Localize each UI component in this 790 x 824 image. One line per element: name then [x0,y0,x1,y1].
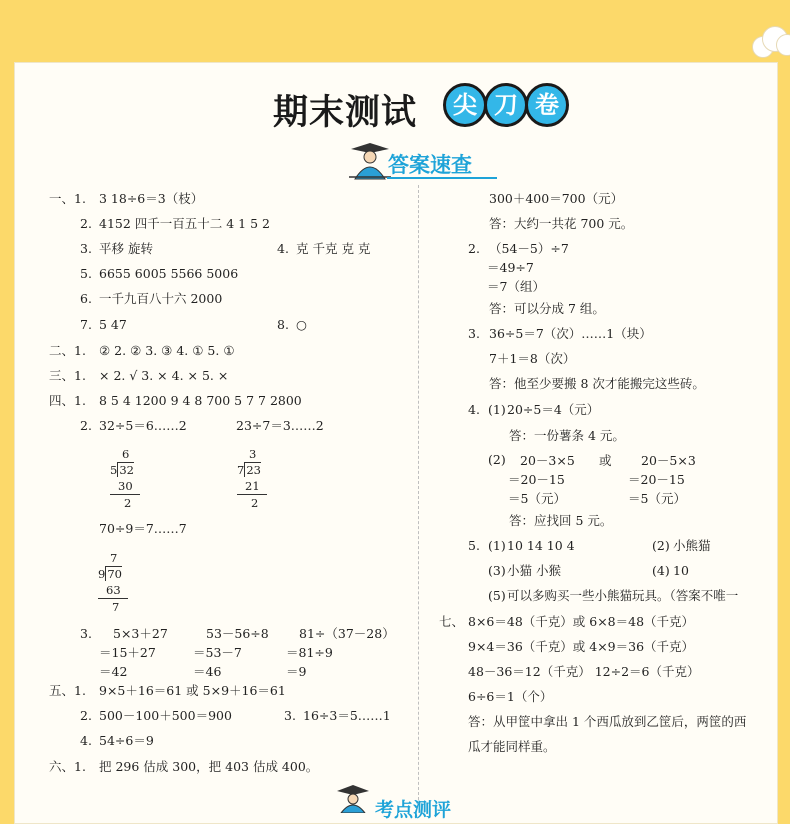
answer-line: 8. [277,317,289,332]
answer-line: 7＋1＝8（次） [489,351,576,366]
answer-line: 2. [80,708,92,723]
answer-line: ＝7（组） [487,279,545,294]
section-underline [387,177,497,179]
answer-line: 81÷（37－28） [299,626,395,641]
answer-line: ○ [296,317,307,332]
answer-line: 6655 6005 5566 5006 [99,266,239,281]
answer-line: 小猫 小猴 [507,563,561,578]
answer-line: 10 [673,563,689,578]
answer-line: 8×6＝48（千克）或 6×8＝48（千克） [468,614,695,629]
answer-sheet [14,62,778,824]
answer-line: 4. [277,241,289,256]
answer-line: 七、 [439,614,465,629]
answer-line: (2) [652,538,670,553]
divisor: 5 [110,463,118,477]
answer-line: 9×5＋16＝61 或 5×9＋16＝61 [99,683,286,698]
badge-char-2: 刀 [484,83,528,127]
answer-line: （54－5）÷7 [489,241,569,256]
answer-line: 70÷9＝7……7 [99,521,187,536]
answer-line: ＝5（元） [508,491,566,506]
answer-line: 8 5 4 1200 9 4 8 700 5 7 7 2800 [99,393,302,408]
answer-line: (3) [488,563,506,578]
page-title: 期末测试 [273,93,418,133]
answer-line: 答：他至少要搬 8 次才能搬完这些砖。 [489,376,705,391]
answer-line: 3. [468,326,480,341]
answer-line: 54÷6＝9 [99,733,154,748]
dividend: 23 [246,463,261,477]
answer-line: (4) [652,563,670,578]
answer-line: 23÷7＝3……2 [236,418,324,433]
answer-line: 36÷5＝7（次）……1（块） [489,326,652,341]
answer-line: 32÷5＝6……2 [99,418,187,433]
answer-line: ＝46 [193,664,222,679]
answer-line: 300＋400＝700（元） [489,191,624,206]
long-division-3 [98,550,138,615]
answer-line: ＝42 [99,664,128,679]
dividend: 70 [107,567,122,581]
answer-line: 7. [80,317,92,332]
quotient: 7 [110,551,118,565]
column-divider [418,185,419,805]
quotient: 3 [249,447,257,461]
answer-line: (1) [488,538,506,553]
answer-line: 平移 旋转 [99,241,153,256]
cloud-decoration [748,24,790,58]
answer-line: (1) [488,402,506,417]
divisor: 7 [237,463,245,477]
bottom-section-title: 考点测评 [375,799,452,821]
answer-line: 9×4＝36（千克）或 4×9＝36（千克） [468,639,695,654]
answer-line: 16÷3＝5……1 [303,708,391,723]
answer-line: 6÷6＝1（个） [468,689,553,704]
answer-line: 小熊猫 [673,538,711,553]
answer-line: ＝49÷7 [487,260,534,275]
answer-line: 4. [468,402,480,417]
answer-line: ＝53－7 [193,645,242,660]
answer-line: 六、1. [49,759,86,774]
dividend: 32 [119,463,134,477]
remainder: 7 [112,600,120,614]
answer-line: 3. [284,708,296,723]
answer-line: 5 47 [99,317,127,332]
answer-line: 20÷5＝4（元） [507,402,600,417]
answer-line: 3 18÷6＝3（枝） [99,191,204,206]
answer-line: 2. [468,241,480,256]
answer-line: 3. [80,241,92,256]
answer-line: ＝20－15 [508,472,565,487]
answer-line: 可以多购买一些小熊猫玩具。（答案不唯一 [507,588,739,603]
answer-line: 4. [80,733,92,748]
remainder: 2 [124,496,132,510]
product: 63 [98,582,128,599]
answer-line: × 2. √ 3. × 4. × 5. × [99,368,229,383]
answer-line: 5. [80,266,92,281]
answer-line: (5) [488,588,506,603]
answer-line: 20－5×3 [641,453,696,468]
answer-line: ＝15＋27 [99,645,156,660]
answer-line: 一、1. [49,191,86,206]
answer-line: 二、1. [49,343,86,358]
answer-line: ＝20－15 [628,472,685,487]
answer-line: 答：可以分成 7 组。 [489,301,605,316]
answer-line: 答：一份薯条 4 元。 [509,428,625,443]
answer-line: 10 14 10 4 [507,538,575,553]
answer-line: 一千九百八十六 2000 [99,291,223,306]
division-row [110,462,150,478]
answer-line: 2. [80,216,92,231]
answer-line: 48－36＝12（千克） 12÷2＝6（千克） [468,664,700,679]
long-division-2 [237,446,277,511]
answer-line: 答：应找回 5 元。 [509,513,613,528]
answer-line: 或 [599,453,612,468]
answer-line: ＝81÷9 [286,645,333,660]
answer-line: 把 296 估成 300，把 403 估成 400。 [99,759,319,774]
answer-line: 4152 四千一百五十二 4 1 5 2 [99,216,270,231]
answer-line: 四、1. [49,393,86,408]
answer-line: 6. [80,291,92,306]
answer-line: 三、1. [49,368,86,383]
badge-char-1: 尖 [443,83,487,127]
answer-line: 答：从甲筐中拿出 1 个西瓜放到乙筐后，两筐的西 [468,714,747,729]
answer-line: 5. [468,538,480,553]
answer-line: ＝9 [286,664,307,679]
division-row [98,566,138,582]
answer-line: 2. [80,418,92,433]
answer-line: 五、1. [49,683,86,698]
answer-line: ② 2. ② 3. ③ 4. ① 5. ① [99,343,235,358]
product: 21 [237,478,267,495]
quotient: 6 [122,447,130,461]
answer-line: 20－3×5 [520,453,575,468]
section-title: 答案速查 [388,153,472,177]
division-row [237,462,277,478]
answer-line: 克 千克 克 克 [296,241,371,256]
answer-line: 答：大约一共花 700 元。 [489,216,634,231]
answer-line: 瓜才能同样重。 [468,739,556,754]
answer-line: 53－56÷8 [206,626,269,641]
badge-char-3: 卷 [525,83,569,127]
product: 30 [110,478,140,495]
answer-line: 500－100＋500＝900 [99,708,232,723]
answer-line: 3. [80,626,92,641]
answer-line: ＝5（元） [628,491,686,506]
answer-line: 5×3＋27 [113,626,168,641]
long-division-1 [110,446,150,511]
divisor: 9 [98,567,106,581]
answer-line: (2) [488,452,506,467]
remainder: 2 [251,496,259,510]
